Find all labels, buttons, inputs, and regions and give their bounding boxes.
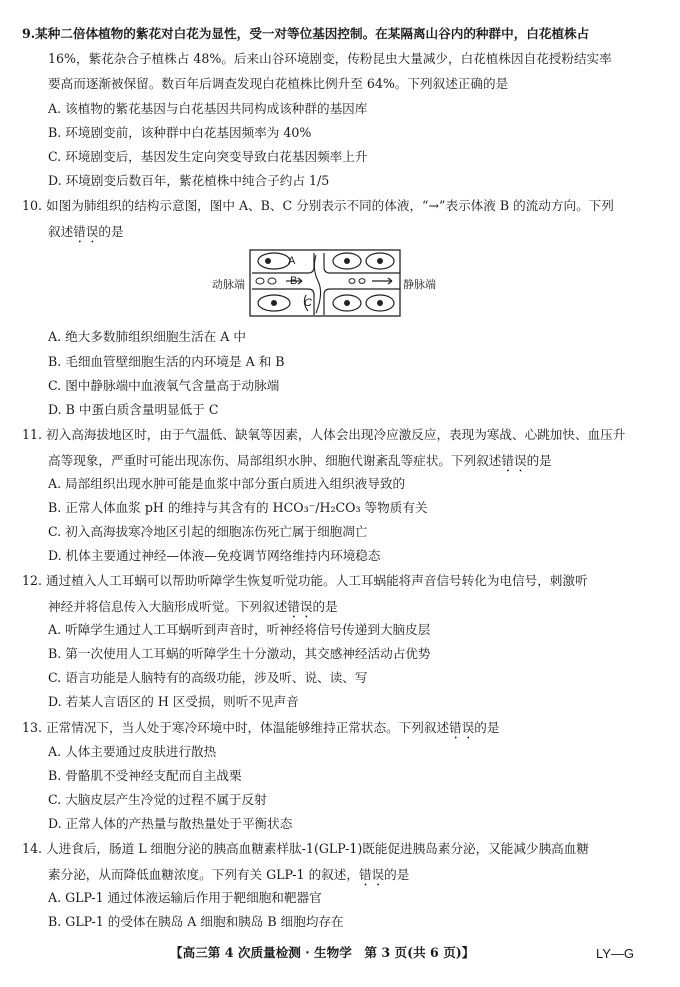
question-10-emphasis-wrong: 错误 xyxy=(73,224,99,239)
question-12-stem-line-1: 12. 通过植入人工耳蜗可以帮助听障学生恢复听觉功能。人工耳蜗能将声音信号转化为电信号，刺激听 xyxy=(22,573,588,588)
lung-tissue-diagram xyxy=(212,245,452,321)
artery-end-label: 动脉端 xyxy=(212,278,245,291)
question-14-stem-text: 素分泌，从而降低血糖浓度。下列有关 GLP-1 的叙述， xyxy=(48,867,359,882)
question-10-option-c: C. 图中静脉端中血液氧气含量高于动脉端 xyxy=(48,378,280,393)
question-9-stem-line-3: 要高而逐渐被保留。数百年后调查发现白花植株比例升至 64%。下列叙述正确的是 xyxy=(48,76,509,91)
question-9-option-a: A. 该植物的紫花基因与白花基因共同构成该种群的基因库 xyxy=(48,101,368,116)
question-12-stem-tail: 的是 xyxy=(312,599,338,614)
footer-exam-info: 【高三第 4 次质量检测 · 生物学 第 3 页(共 6 页)】 xyxy=(170,945,475,960)
question-12-option-d: D. 若某人言语区的 H 区受损，则听不见声音 xyxy=(48,694,299,709)
question-9-stem-line-1: 9.某种二倍体植物的紫花对白花为显性，受一对等位基因控制。在某隔离山谷内的种群中，白花植株占 xyxy=(22,26,590,41)
question-11-stem-text: 高等现象，严重时可能出现冻伤、局部组织水肿、细胞代谢紊乱等症状。下列叙述 xyxy=(48,453,502,468)
question-11-option-c: C. 初入高海拔寒冷地区引起的细胞冻伤死亡属于细胞凋亡 xyxy=(48,524,368,539)
footer-paper-code: LY—G xyxy=(596,946,635,961)
question-14-stem-line-2 xyxy=(48,867,409,889)
question-9-stem-line-2: 16%，紫花杂合子植株占 48%。后来山谷环境剧变，传粉昆虫大量减少，白花植株因自花授粉结实率 xyxy=(48,51,612,66)
question-13-option-c: C. 大脑皮层产生冷觉的过程不属于反射 xyxy=(48,792,267,807)
question-11-stem-line-1: 11. 初入高海拔地区时，由于气温低、缺氧等因素，人体会出现冷应激反应，表现为寒战、心跳加快、血压升 xyxy=(22,427,626,442)
question-13-stem-tail: 的是 xyxy=(474,720,500,735)
question-10-stem-line-1: 10. 如图为肺组织的结构示意图，图中 A、B、C 分别表示不同的体液，“→”表示体液 B 的流动方向。下列 xyxy=(22,198,614,213)
question-9-option-b: B. 环境剧变前，该种群中白花基因频率为 40% xyxy=(48,125,312,140)
question-11-stem-tail: 的是 xyxy=(526,453,552,468)
question-13-emphasis-wrong: 错误 xyxy=(449,720,475,735)
question-11-option-b: B. 正常人体血浆 pH 的维持与其含有的 HCO₃⁻/H₂CO₃ 等物质有关 xyxy=(48,500,428,515)
question-9-option-d: D. 环境剧变后数百年，紫花植株中纯合子约占 1/5 xyxy=(48,173,330,188)
question-14-emphasis-wrong: 错误 xyxy=(358,867,385,882)
question-14-option-a: A. GLP-1 通过体液运输后作用于靶细胞和靶器官 xyxy=(48,890,322,905)
question-13-option-d: D. 正常人体的产热量与散热量处于平衡状态 xyxy=(48,816,293,831)
question-9-option-c: C. 环境剧变后，基因发生定向突变导致白花基因频率上升 xyxy=(48,149,368,164)
question-14-stem-line-1: 14. 人进食后，肠道 L 细胞分泌的胰高血糖素样肽-1(GLP-1)既能促进胰岛素分泌，又能减少胰高血糖 xyxy=(22,841,589,856)
question-14-option-b: B. GLP-1 的受体在胰岛 A 细胞和胰岛 B 细胞均存在 xyxy=(48,914,344,929)
question-12-stem-line-2 xyxy=(48,599,338,621)
question-10-option-b: B. 毛细血管壁细胞生活的内环境是 A 和 B xyxy=(48,354,285,369)
question-12-option-c: C. 语言功能是人脑特有的高级功能，涉及听、说、读、写 xyxy=(48,670,368,685)
label-b: B xyxy=(290,275,298,287)
question-10-stem-line-2 xyxy=(48,224,124,246)
question-11-option-a: A. 局部组织出现水肿可能是血浆中部分蛋白质进入组织液导致的 xyxy=(48,476,406,491)
question-10-option-a: A. 绝大多数肺组织细胞生活在 A 中 xyxy=(48,329,246,344)
question-10-stem-tail: 的是 xyxy=(98,224,124,239)
question-11-emphasis-wrong: 错误 xyxy=(501,453,527,468)
question-10-option-d: D. B 中蛋白质含量明显低于 C xyxy=(48,402,219,417)
question-12-option-a: A. 听障学生通过人工耳蜗听到声音时，听神经将信号传递到大脑皮层 xyxy=(48,622,431,637)
question-13-stem-text: 13. 正常情况下，当人处于寒冷环境中时，体温能够维持正常状态。下列叙述 xyxy=(22,720,450,735)
question-11-option-d: D. 机体主要通过神经—体液—免疫调节网络维持内环境稳态 xyxy=(48,548,381,563)
question-10-stem-text: 叙述 xyxy=(48,224,74,239)
question-12-option-b: B. 第一次使用人工耳蜗的听障学生十分激动，其交感神经活动占优势 xyxy=(48,646,431,661)
question-14-stem-tail: 的是 xyxy=(384,867,410,882)
label-a: A xyxy=(288,255,296,267)
question-13-stem-line-1 xyxy=(22,720,499,742)
question-13-option-a: A. 人体主要通过皮肤进行散热 xyxy=(48,744,217,759)
question-11-stem-line-2 xyxy=(48,453,552,475)
question-12-stem-text: 神经并将信息传入大脑形成听觉。下列叙述 xyxy=(48,599,288,614)
question-13-option-b: B. 骨骼肌不受神经支配而自主战栗 xyxy=(48,768,242,783)
label-c: C xyxy=(304,297,312,309)
question-12-emphasis-wrong: 错误 xyxy=(287,599,313,614)
lung-tissue-drawing xyxy=(212,245,452,321)
vein-end-label: 静脉端 xyxy=(403,278,436,291)
